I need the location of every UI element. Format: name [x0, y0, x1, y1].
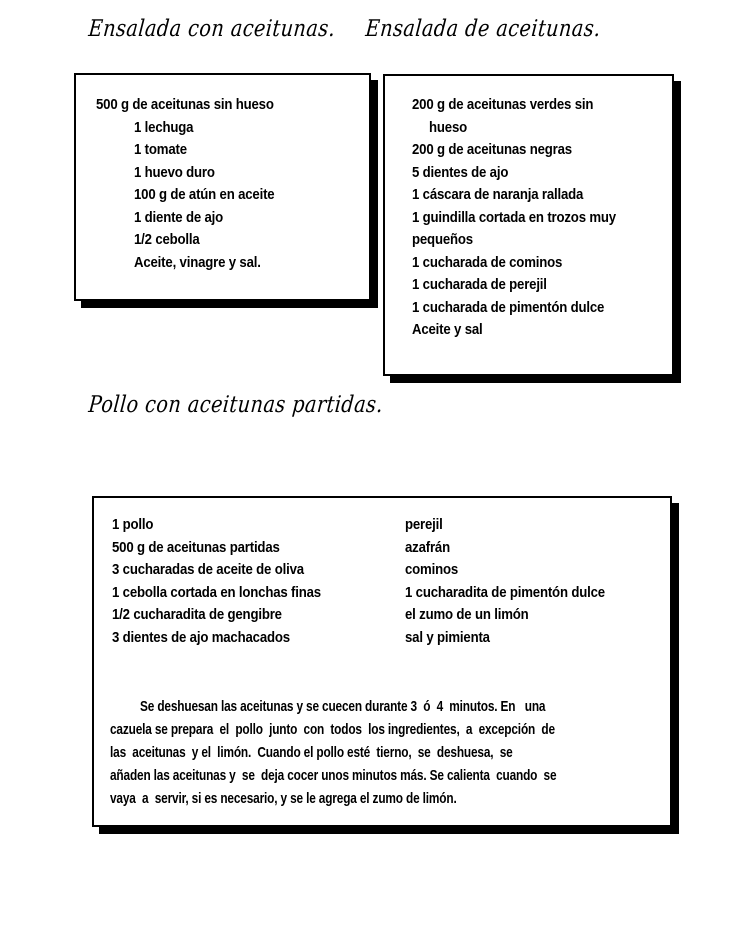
ingredient-line: cominos — [405, 561, 459, 578]
ingredient-line: 1 cucharada de cominos — [412, 253, 563, 271]
ingredient-list-left — [112, 514, 405, 649]
ingredient-line: el zumo de un limón — [405, 606, 529, 623]
ingredient-line: 1/2 cebolla — [134, 231, 200, 248]
ingredient-line: 1 lechuga — [134, 118, 194, 136]
ingredient-line: 1 cebolla cortada en lonchas finas — [112, 583, 321, 601]
ingredient-line: 1 pollo — [112, 516, 154, 533]
ingredient-line: 1 cucharada de perejil — [412, 276, 547, 293]
ingredient-line: 100 g de atún en aceite — [134, 186, 275, 203]
ingredient-line: 200 g de aceitunas negras — [412, 141, 572, 158]
ingredient-line: 1 cucharada de pimentón dulce — [412, 298, 605, 316]
ingredient-line: azafrán — [405, 538, 450, 556]
ingredient-line: 1 diente de ajo — [134, 208, 224, 226]
ingredient-line: sal y pimienta — [405, 628, 490, 646]
ingredient-line: 5 dientes de ajo — [412, 163, 509, 181]
ingredient-box-ensalada-con-aceitunas — [74, 73, 371, 301]
recipe-box-pollo-con-aceitunas-partidas — [92, 496, 672, 827]
ingredient-line: 1 cucharadita de pimentón dulce — [405, 583, 605, 601]
ingredient-box-ensalada-de-aceitunas — [383, 74, 674, 376]
ingredient-line: 3 dientes de ajo machacados — [112, 628, 290, 646]
ingredient-line: 500 g de aceitunas sin hueso — [96, 96, 274, 113]
ingredient-line: Aceite, vinagre y sal. — [134, 253, 261, 271]
ingredient-line: 200 g de aceitunas verdes sin — [412, 96, 594, 113]
ingredient-list — [412, 94, 664, 342]
ingredient-line: 1 guindilla cortada en trozos muy — [412, 208, 616, 226]
ingredient-line: hueso — [429, 118, 468, 136]
ingredient-line: 3 cucharadas de aceite de oliva — [112, 561, 304, 578]
recipe-title-ensalada-de-aceitunas: Ensalada de aceitunas. — [364, 16, 602, 42]
instruction-line: vaya a servir, si es necesario, y se le agrega el zumo de limón. — [110, 790, 457, 807]
ingredient-list — [96, 94, 361, 274]
ingredient-line: perejil — [405, 516, 443, 533]
ingredient-line: pequeños — [412, 231, 473, 248]
ingredient-columns — [94, 514, 670, 649]
ingredient-line: 1/2 cucharadita de gengibre — [112, 606, 282, 623]
instructions-paragraph — [110, 695, 670, 810]
instruction-line: añaden las aceitunas y se deja cocer unos minutos más. Se calienta cuando se — [110, 767, 557, 784]
instruction-line: Se deshuesan las aceitunas y se cuecen durante 3 ó 4 minutos. En una — [140, 698, 546, 715]
ingredient-line: Aceite y sal — [412, 321, 483, 338]
instruction-line: cazuela se prepara el pollo junto con todos los ingredientes, a excepción de — [110, 721, 555, 738]
ingredient-list-right — [405, 514, 670, 649]
recipe-title-ensalada-con-aceitunas: Ensalada con aceitunas. — [87, 16, 337, 42]
ingredient-line: 1 tomate — [134, 141, 187, 158]
recipe-title-pollo-con-aceitunas-partidas: Pollo con aceitunas partidas. — [87, 392, 385, 418]
ingredient-line: 1 cáscara de naranja rallada — [412, 186, 584, 203]
ingredient-line: 1 huevo duro — [134, 163, 215, 181]
ingredient-line: 500 g de aceitunas partidas — [112, 538, 280, 556]
instruction-line: las aceitunas y el limón. Cuando el pollo esté tierno, se deshuesa, se — [110, 744, 513, 761]
